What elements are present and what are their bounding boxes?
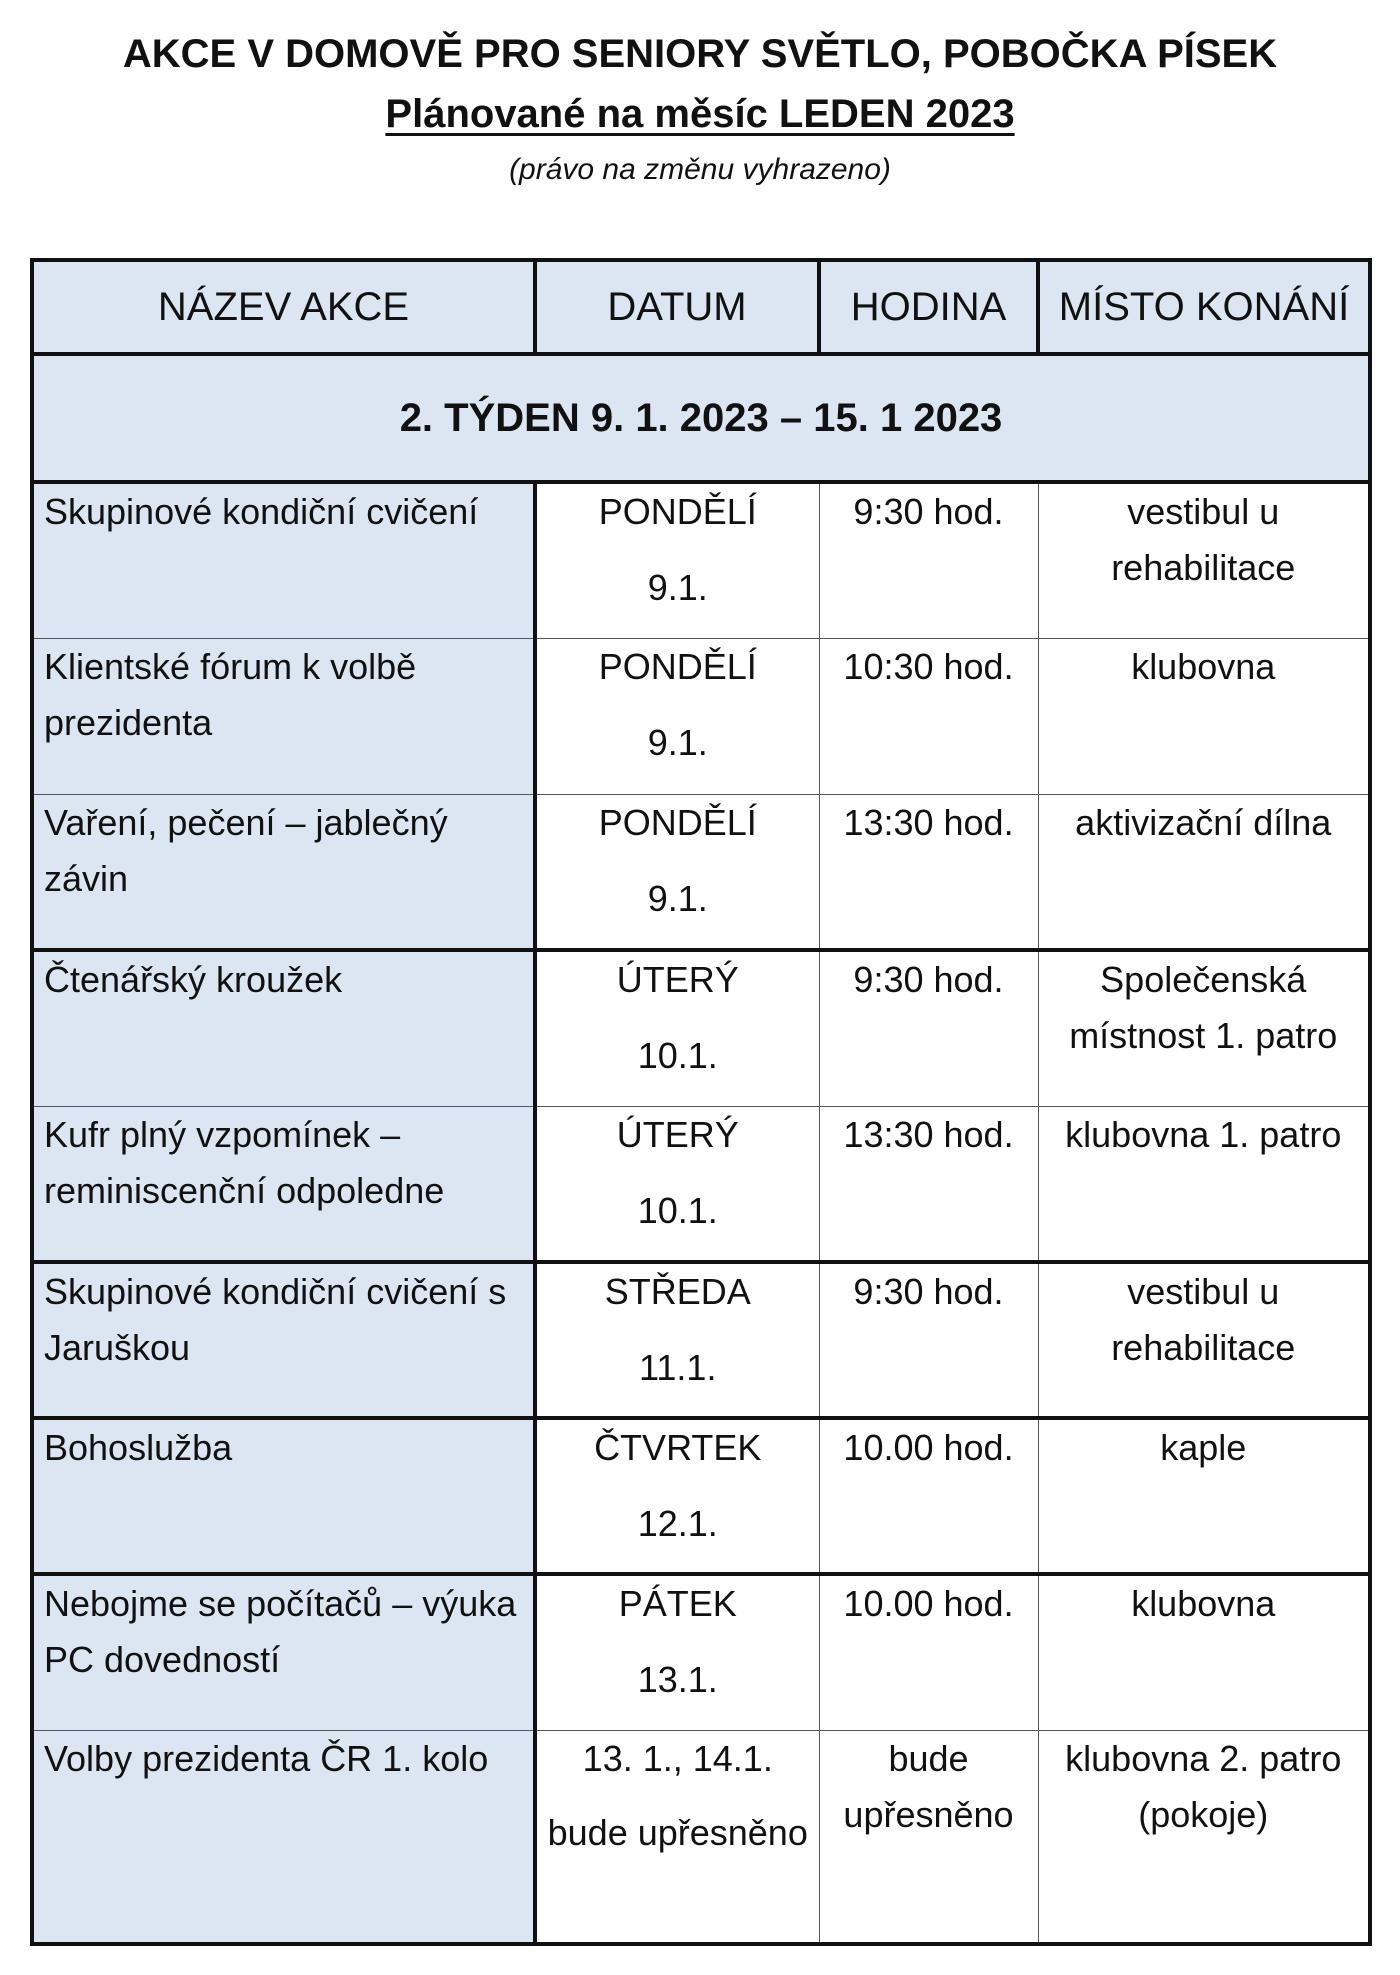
event-time: 9:30 hod. [819, 482, 1038, 638]
event-time: 9:30 hod. [819, 1262, 1038, 1418]
table-row [32, 1106, 1370, 1262]
event-date [535, 950, 819, 1106]
event-day: ČTVRTEK [594, 1427, 762, 1468]
event-date [535, 1574, 819, 1730]
event-name: Bohoslužba [32, 1418, 535, 1574]
table-row [32, 950, 1370, 1106]
table-row [32, 1418, 1370, 1574]
event-name: Volby prezidenta ČR 1. kolo [32, 1730, 535, 1944]
event-name: Skupinové kondiční cvičení s Jaruškou [32, 1262, 535, 1418]
column-header-name: NÁZEV AKCE [32, 260, 535, 354]
table-row [32, 1262, 1370, 1418]
event-date [535, 1730, 819, 1944]
event-place: Společenská místnost 1. patro [1038, 950, 1370, 1106]
event-date [535, 1106, 819, 1262]
event-name: Klientské fórum k volbě prezidenta [32, 638, 535, 794]
event-date [535, 1418, 819, 1574]
event-name: Čtenářský kroužek [32, 950, 535, 1106]
event-place: klubovna 2. patro (pokoje) [1038, 1730, 1370, 1944]
column-header-date: DATUM [535, 260, 819, 354]
document-subtitle [0, 88, 1400, 140]
event-date [535, 482, 819, 638]
event-day: PONDĚLÍ [598, 491, 757, 532]
table-row [32, 794, 1370, 950]
event-day: PONDĚLÍ [598, 645, 757, 687]
event-date-value: 11.1. [639, 1347, 717, 1388]
event-name: Vaření, pečení – jablečný závin [32, 794, 535, 950]
event-date-value: 10.1. [637, 1189, 718, 1231]
event-time: 10:30 hod. [819, 638, 1038, 794]
event-name: Skupinové kondiční cvičení [32, 482, 535, 638]
event-date-value: 10.1. [637, 1035, 718, 1076]
table-row [32, 638, 1370, 794]
event-place: kaple [1038, 1418, 1370, 1574]
table-row [32, 482, 1370, 638]
event-day: PONDĚLÍ [598, 801, 757, 843]
subtitle-text: Plánované na měsíc LEDEN 2023 [385, 92, 1015, 136]
event-date-value: 9.1. [647, 567, 708, 608]
event-day: ÚTERÝ [616, 1113, 739, 1155]
table-row [32, 1730, 1370, 1944]
column-header-time: HODINA [819, 260, 1038, 354]
event-time: 10.00 hod. [819, 1418, 1038, 1574]
event-time: 13:30 hod. [819, 794, 1038, 950]
event-date-value: 9.1. [647, 877, 708, 919]
document-title: AKCE V DOMOVĚ PRO SENIORY SVĚTLO, POBOČKA PÍSEK [122, 32, 1278, 76]
event-time: 9:30 hod. [819, 950, 1038, 1106]
event-day: ÚTERÝ [616, 959, 739, 1000]
event-date [535, 794, 819, 950]
event-time: bude upřesněno [819, 1730, 1038, 1944]
event-date [535, 1262, 819, 1418]
change-reserved-note: (právo na změnu vyhrazeno) [509, 153, 891, 186]
event-date-value: bude upřesněno [547, 1811, 808, 1853]
week-label: 2. TÝDEN 9. 1. 2023 – 15. 1 2023 [32, 354, 1370, 482]
events-table [30, 258, 1372, 1946]
event-date-value: 12.1. [637, 1503, 718, 1544]
event-date-value: 13.1. [637, 1659, 718, 1700]
event-time: 10.00 hod. [819, 1574, 1038, 1730]
week-row [32, 354, 1370, 482]
event-time: 13:30 hod. [819, 1106, 1038, 1262]
column-header-place: MÍSTO KONÁNÍ [1038, 260, 1370, 354]
table-header-row [32, 260, 1370, 354]
event-place: vestibul u rehabilitace [1038, 482, 1370, 638]
event-name: Kufr plný vzpomínek – reminiscenční odpoledne [32, 1106, 535, 1262]
event-day: 13. 1., 14.1. [582, 1737, 773, 1779]
event-day: STŘEDA [604, 1271, 751, 1312]
event-place: klubovna 1. patro [1038, 1106, 1370, 1262]
event-place: klubovna [1038, 1574, 1370, 1730]
event-date [535, 638, 819, 794]
event-name: Nebojme se počítačů – výuka PC dovedností [32, 1574, 535, 1730]
event-place: vestibul u rehabilitace [1038, 1262, 1370, 1418]
event-date-value: 9.1. [647, 721, 708, 763]
event-place: klubovna [1038, 638, 1370, 794]
table-row [32, 1574, 1370, 1730]
event-place: aktivizační dílna [1038, 794, 1370, 950]
event-day: PÁTEK [618, 1583, 737, 1624]
